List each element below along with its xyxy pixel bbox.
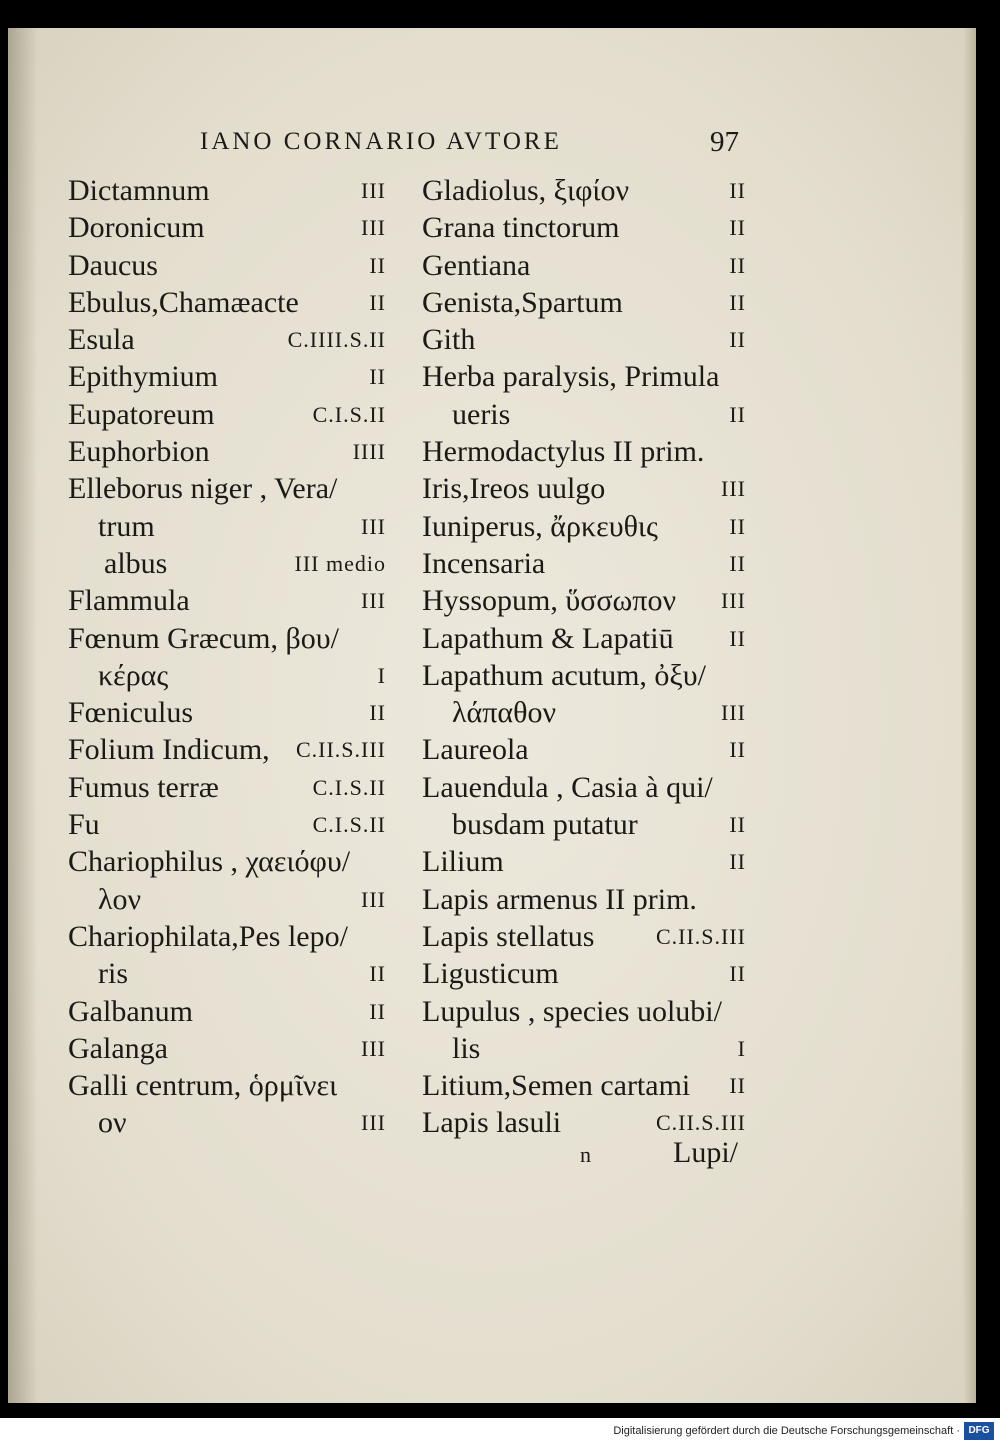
entry-name: Lupulus , species uolubi/ bbox=[422, 994, 722, 1028]
entry-degree: II bbox=[729, 178, 746, 203]
entry-degree: II bbox=[729, 401, 746, 427]
index-entry bbox=[422, 620, 746, 657]
entry-name: Lauendula , Casia à qui/ bbox=[422, 770, 713, 804]
entry-name: albus bbox=[104, 546, 168, 580]
entry-name: Iuniperus, ἄρκευθις bbox=[422, 509, 658, 543]
right-column bbox=[422, 172, 746, 1142]
entry-name: Herba paralysis, Primula bbox=[422, 360, 720, 394]
entry-name: Gladiolus, ξιφίον bbox=[422, 174, 630, 207]
entry-name: Incensaria bbox=[422, 546, 546, 580]
entry-degree: III bbox=[721, 476, 746, 502]
index-entry bbox=[422, 172, 746, 209]
entry-degree: III bbox=[721, 700, 746, 726]
entry-name: Fœniculus bbox=[68, 696, 194, 730]
index-entry bbox=[422, 247, 746, 284]
entry-degree: II bbox=[369, 998, 386, 1024]
entry-name: ueris bbox=[452, 397, 511, 431]
index-entry bbox=[68, 247, 386, 284]
entry-degree: II bbox=[369, 289, 386, 315]
entry-name: κέρας bbox=[98, 658, 169, 692]
entry-name: Lapis stellatus bbox=[422, 919, 595, 953]
entry-degree: II bbox=[729, 961, 746, 987]
entry-degree: II bbox=[369, 961, 386, 987]
entry-degree: II bbox=[369, 252, 386, 278]
index-entry bbox=[422, 209, 746, 246]
entry-degree: II bbox=[729, 215, 746, 241]
entry-name: Elleborus niger , Vera/ bbox=[68, 472, 338, 506]
index-entry bbox=[422, 806, 746, 843]
entry-name: lis bbox=[452, 1031, 481, 1065]
index-entry bbox=[422, 582, 746, 619]
index-entry bbox=[68, 508, 386, 545]
funding-credit: Digitalisierung gefördert durch die Deutsche Forschungsgemeinschaft · bbox=[613, 1425, 960, 1437]
entry-degree: III bbox=[361, 886, 386, 912]
page-number: 97 bbox=[710, 126, 739, 158]
index-entry bbox=[422, 769, 746, 806]
page-edge-shadow bbox=[8, 28, 38, 1403]
index-entry bbox=[422, 321, 746, 358]
entry-name: Epithymium bbox=[68, 360, 218, 394]
entry-name: Euphorbion bbox=[68, 435, 210, 469]
index-entry bbox=[422, 918, 746, 955]
index-entry bbox=[422, 1067, 746, 1104]
index-entry bbox=[422, 657, 746, 694]
entry-degree: III bbox=[361, 1110, 386, 1136]
index-entry bbox=[422, 694, 746, 731]
index-entry bbox=[422, 1030, 746, 1067]
index-entry bbox=[68, 657, 386, 694]
index-entry bbox=[68, 470, 386, 507]
entry-degree: II bbox=[729, 327, 746, 353]
entry-name: Galli centrum, ὁρμῖνει bbox=[68, 1069, 338, 1103]
entry-degree: C.I.S.II bbox=[312, 401, 386, 427]
entry-name: λον bbox=[98, 882, 142, 916]
entry-degree: C.II.S.III bbox=[295, 737, 386, 763]
index-entry bbox=[68, 769, 386, 806]
entry-degree: III bbox=[361, 215, 386, 241]
entry-degree: II bbox=[729, 513, 746, 539]
index-entry bbox=[422, 470, 746, 507]
index-entry bbox=[68, 694, 386, 731]
entry-name: Eupatoreum bbox=[68, 397, 215, 431]
entry-name: Lapis armenus II prim. bbox=[422, 882, 697, 916]
entry-name: Esula bbox=[68, 323, 135, 357]
entry-name: Fœnum Græcum, βου/ bbox=[68, 621, 339, 655]
index-entry bbox=[68, 843, 386, 880]
entry-name: Lilium bbox=[422, 845, 504, 879]
index-entry bbox=[422, 433, 746, 470]
entry-degree: II bbox=[729, 625, 746, 651]
entry-name: Chariophilata,Pes lepo/ bbox=[68, 919, 348, 953]
entry-name: Galbanum bbox=[68, 994, 193, 1028]
entry-degree: III bbox=[361, 513, 386, 539]
entry-degree: II bbox=[729, 849, 746, 875]
index-entry bbox=[422, 358, 746, 395]
entry-degree: II bbox=[729, 737, 746, 763]
entry-degree: II bbox=[729, 1073, 746, 1099]
index-entry bbox=[422, 881, 746, 918]
index-entry bbox=[422, 284, 746, 321]
running-title: IANO CORNARIO AVTORE bbox=[200, 128, 562, 155]
index-entry bbox=[422, 731, 746, 768]
entry-name: Ebulus,Chamæacte bbox=[68, 285, 299, 319]
signature-mark: n bbox=[580, 1142, 591, 1167]
index-entry bbox=[68, 806, 386, 843]
index-entry bbox=[68, 918, 386, 955]
entry-degree: III bbox=[361, 178, 386, 203]
entry-name: λάπαθον bbox=[452, 696, 557, 730]
entry-name: ris bbox=[98, 957, 128, 991]
entry-name: Laureola bbox=[422, 733, 529, 767]
entry-name: Grana tinctorum bbox=[422, 211, 620, 245]
entry-name: Ligusticum bbox=[422, 957, 559, 991]
index-entry bbox=[68, 955, 386, 992]
entry-degree: C.IIII.S.II bbox=[287, 327, 386, 353]
entry-degree: II bbox=[369, 700, 386, 726]
catchword: Lupi/ bbox=[673, 1136, 738, 1169]
index-entry bbox=[68, 582, 386, 619]
index-entry bbox=[68, 433, 386, 470]
index-entry bbox=[68, 993, 386, 1030]
entry-name: Lapathum acutum, ὀξυ/ bbox=[422, 658, 706, 692]
entry-name: Lapathum & Lapatiū bbox=[422, 621, 674, 655]
index-entry bbox=[68, 209, 386, 246]
entry-degree: III medio bbox=[294, 550, 386, 576]
entry-degree: III bbox=[361, 1035, 386, 1061]
index-entry bbox=[422, 545, 746, 582]
left-column bbox=[68, 172, 386, 1142]
index-entry bbox=[68, 1067, 386, 1104]
index-entry bbox=[68, 284, 386, 321]
entry-name: Lapis lasuli bbox=[422, 1106, 562, 1140]
entry-name: Litium,Semen cartami bbox=[422, 1069, 691, 1103]
index-entry bbox=[68, 1104, 386, 1141]
index-entry bbox=[422, 396, 746, 433]
entry-degree: C.I.S.II bbox=[312, 774, 386, 800]
entry-name: ον bbox=[98, 1106, 127, 1140]
entry-degree: II bbox=[729, 550, 746, 576]
entry-degree: II bbox=[729, 289, 746, 315]
index-entry bbox=[68, 731, 386, 768]
entry-degree: C.II.S.III bbox=[655, 1110, 746, 1136]
entry-name: trum bbox=[98, 509, 155, 543]
index-entry bbox=[68, 620, 386, 657]
entry-name: Dictamnum bbox=[68, 174, 210, 207]
entry-degree: II bbox=[729, 252, 746, 278]
entry-name: Gith bbox=[422, 323, 476, 357]
entry-name: Doronicum bbox=[68, 211, 205, 245]
entry-name: Gentiana bbox=[422, 248, 531, 282]
entry-degree: I bbox=[737, 1035, 746, 1061]
index-entry bbox=[422, 955, 746, 992]
index-entry bbox=[68, 396, 386, 433]
index-entry bbox=[422, 508, 746, 545]
index-entry bbox=[422, 843, 746, 880]
entry-degree: II bbox=[369, 364, 386, 390]
entry-name: Folium Indicum, bbox=[68, 733, 270, 767]
footer-bar bbox=[0, 1418, 1000, 1448]
entry-name: Galanga bbox=[68, 1031, 168, 1065]
entry-name: Hermodactylus II prim. bbox=[422, 435, 705, 469]
entry-degree: C.I.S.II bbox=[312, 812, 386, 838]
entry-degree: IIII bbox=[352, 439, 386, 465]
entry-degree: C.II.S.III bbox=[655, 923, 746, 949]
entry-name: busdam putatur bbox=[452, 808, 638, 842]
dfg-logo: DFG bbox=[964, 1422, 994, 1440]
entry-name: Fumus terræ bbox=[68, 770, 219, 804]
entry-degree: I bbox=[377, 662, 386, 688]
index-entry bbox=[422, 993, 746, 1030]
entry-name: Flammula bbox=[68, 584, 190, 618]
index-entry bbox=[68, 881, 386, 918]
page-fold bbox=[962, 28, 976, 1403]
entry-name: Daucus bbox=[68, 248, 158, 282]
index-entry bbox=[68, 545, 386, 582]
entry-name: Genista,Spartum bbox=[422, 285, 623, 319]
entry-name: Iris,Ireos uulgo bbox=[422, 472, 606, 506]
entry-degree: II bbox=[729, 812, 746, 838]
index-entry bbox=[68, 172, 386, 209]
entry-name: Fu bbox=[68, 808, 100, 842]
entry-name: Hyssopum, ὕσσωπον bbox=[422, 584, 677, 618]
index-entry bbox=[68, 358, 386, 395]
entry-name: Chariophilus , χαειόφυ/ bbox=[68, 845, 351, 879]
index-entry bbox=[68, 1030, 386, 1067]
index-entry bbox=[68, 321, 386, 358]
entry-degree: III bbox=[721, 588, 746, 614]
entry-degree: III bbox=[361, 588, 386, 614]
